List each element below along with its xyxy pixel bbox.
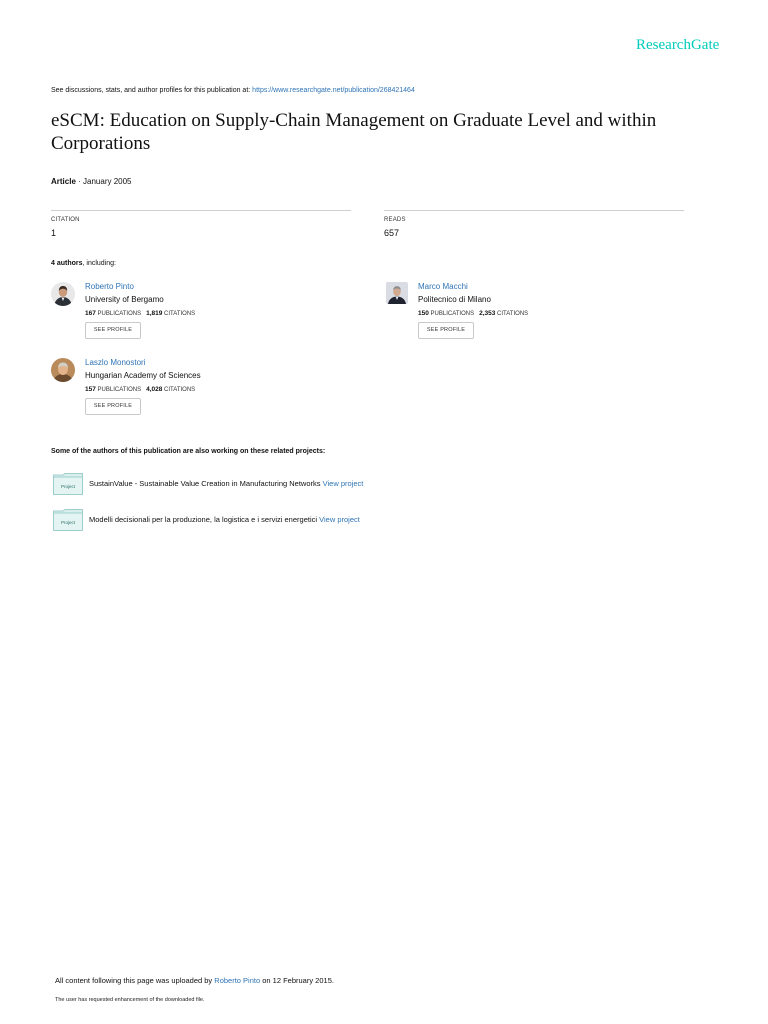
author-institution: Politecnico di Milano	[418, 295, 491, 304]
uploader-link[interactable]: Roberto Pinto	[214, 976, 261, 985]
citations-label: CITATIONS	[162, 311, 196, 317]
upload-suffix: on 12 February 2015.	[260, 976, 334, 985]
author-avatar[interactable]	[51, 358, 75, 382]
publication-title: eSCM: Education on Supply-Chain Management on Graduate Level and within Corporations	[51, 110, 657, 154]
view-project-link[interactable]: View project	[319, 515, 360, 524]
upload-note	[55, 976, 334, 985]
view-project-link[interactable]: View project	[322, 479, 364, 488]
authors-suffix: , including:	[82, 260, 116, 267]
authors-count: 4 authors	[51, 260, 83, 267]
citation-divider	[51, 210, 351, 211]
citations-count: 2,353	[479, 310, 496, 317]
author-name-link[interactable]: Laszlo Monostori	[85, 358, 146, 367]
related-projects-heading: Some of the authors of this publication are also working on these related projects:	[51, 448, 326, 455]
publications-label: PUBLICATIONS	[428, 311, 475, 317]
publication-url-link[interactable]: https://www.researchgate.net/publication/268421464	[252, 87, 415, 94]
author-stats	[85, 386, 195, 393]
author-name-link[interactable]: Marco Macchi	[418, 282, 468, 291]
reads-divider	[384, 210, 684, 211]
project-title	[89, 479, 363, 488]
author-stats	[418, 310, 528, 317]
project-item	[51, 473, 451, 497]
project-icon-label: Project	[60, 520, 76, 525]
source-note-text: See discussions, stats, and author profiles for this publication at:	[51, 87, 253, 94]
publication-source-note	[51, 87, 415, 94]
author-name-link[interactable]: Roberto Pinto	[85, 282, 134, 291]
researchgate-logo[interactable]: ResearchGate	[636, 37, 720, 53]
project-name: Modelli decisionali per la produzione, la logistica e i servizi energetici	[89, 515, 320, 524]
citations-count: 1,819	[146, 310, 163, 317]
project-folder-icon	[53, 509, 83, 531]
avatar-photo-icon	[386, 282, 408, 304]
reads-count: 657	[384, 228, 400, 238]
project-folder-icon	[53, 473, 83, 495]
reads-label: READS	[384, 217, 406, 223]
citation-label: CITATION	[51, 217, 80, 223]
project-title	[89, 515, 360, 524]
authors-heading	[51, 260, 116, 267]
see-profile-button[interactable]: SEE PROFILE	[85, 322, 141, 339]
upload-prefix: All content following this page was uploaded by	[55, 976, 215, 985]
publications-count: 150	[418, 310, 429, 317]
project-name: SustainValue - Sustainable Value Creation in Manufacturing Networks	[89, 479, 323, 488]
avatar-photo-icon	[51, 358, 75, 382]
citations-count: 4,028	[146, 386, 163, 393]
publications-count: 157	[85, 386, 96, 393]
author-card	[51, 358, 371, 428]
author-institution: University of Bergamo	[85, 295, 164, 304]
avatar-photo-icon	[51, 282, 75, 306]
publications-count: 167	[85, 310, 96, 317]
enhancement-request-note: The user has requested enhancement of the downloaded file.	[55, 997, 205, 1003]
citations-label: CITATIONS	[162, 387, 196, 393]
author-avatar[interactable]	[386, 282, 408, 304]
citation-count: 1	[51, 228, 57, 238]
project-icon-label: Project	[60, 484, 76, 489]
author-card	[51, 282, 371, 352]
see-profile-button[interactable]: SEE PROFILE	[418, 322, 474, 339]
publications-label: PUBLICATIONS	[95, 387, 142, 393]
publications-label: PUBLICATIONS	[95, 311, 142, 317]
citations-label: CITATIONS	[495, 311, 529, 317]
publication-type: Article	[51, 177, 76, 186]
author-avatar[interactable]	[51, 282, 75, 306]
author-institution: Hungarian Academy of Sciences	[85, 371, 201, 380]
see-profile-button[interactable]: SEE PROFILE	[85, 398, 141, 415]
publication-meta	[51, 177, 132, 186]
author-stats	[85, 310, 195, 317]
publication-date: · January 2005	[75, 177, 132, 186]
author-card	[386, 282, 706, 352]
project-item	[51, 509, 451, 533]
